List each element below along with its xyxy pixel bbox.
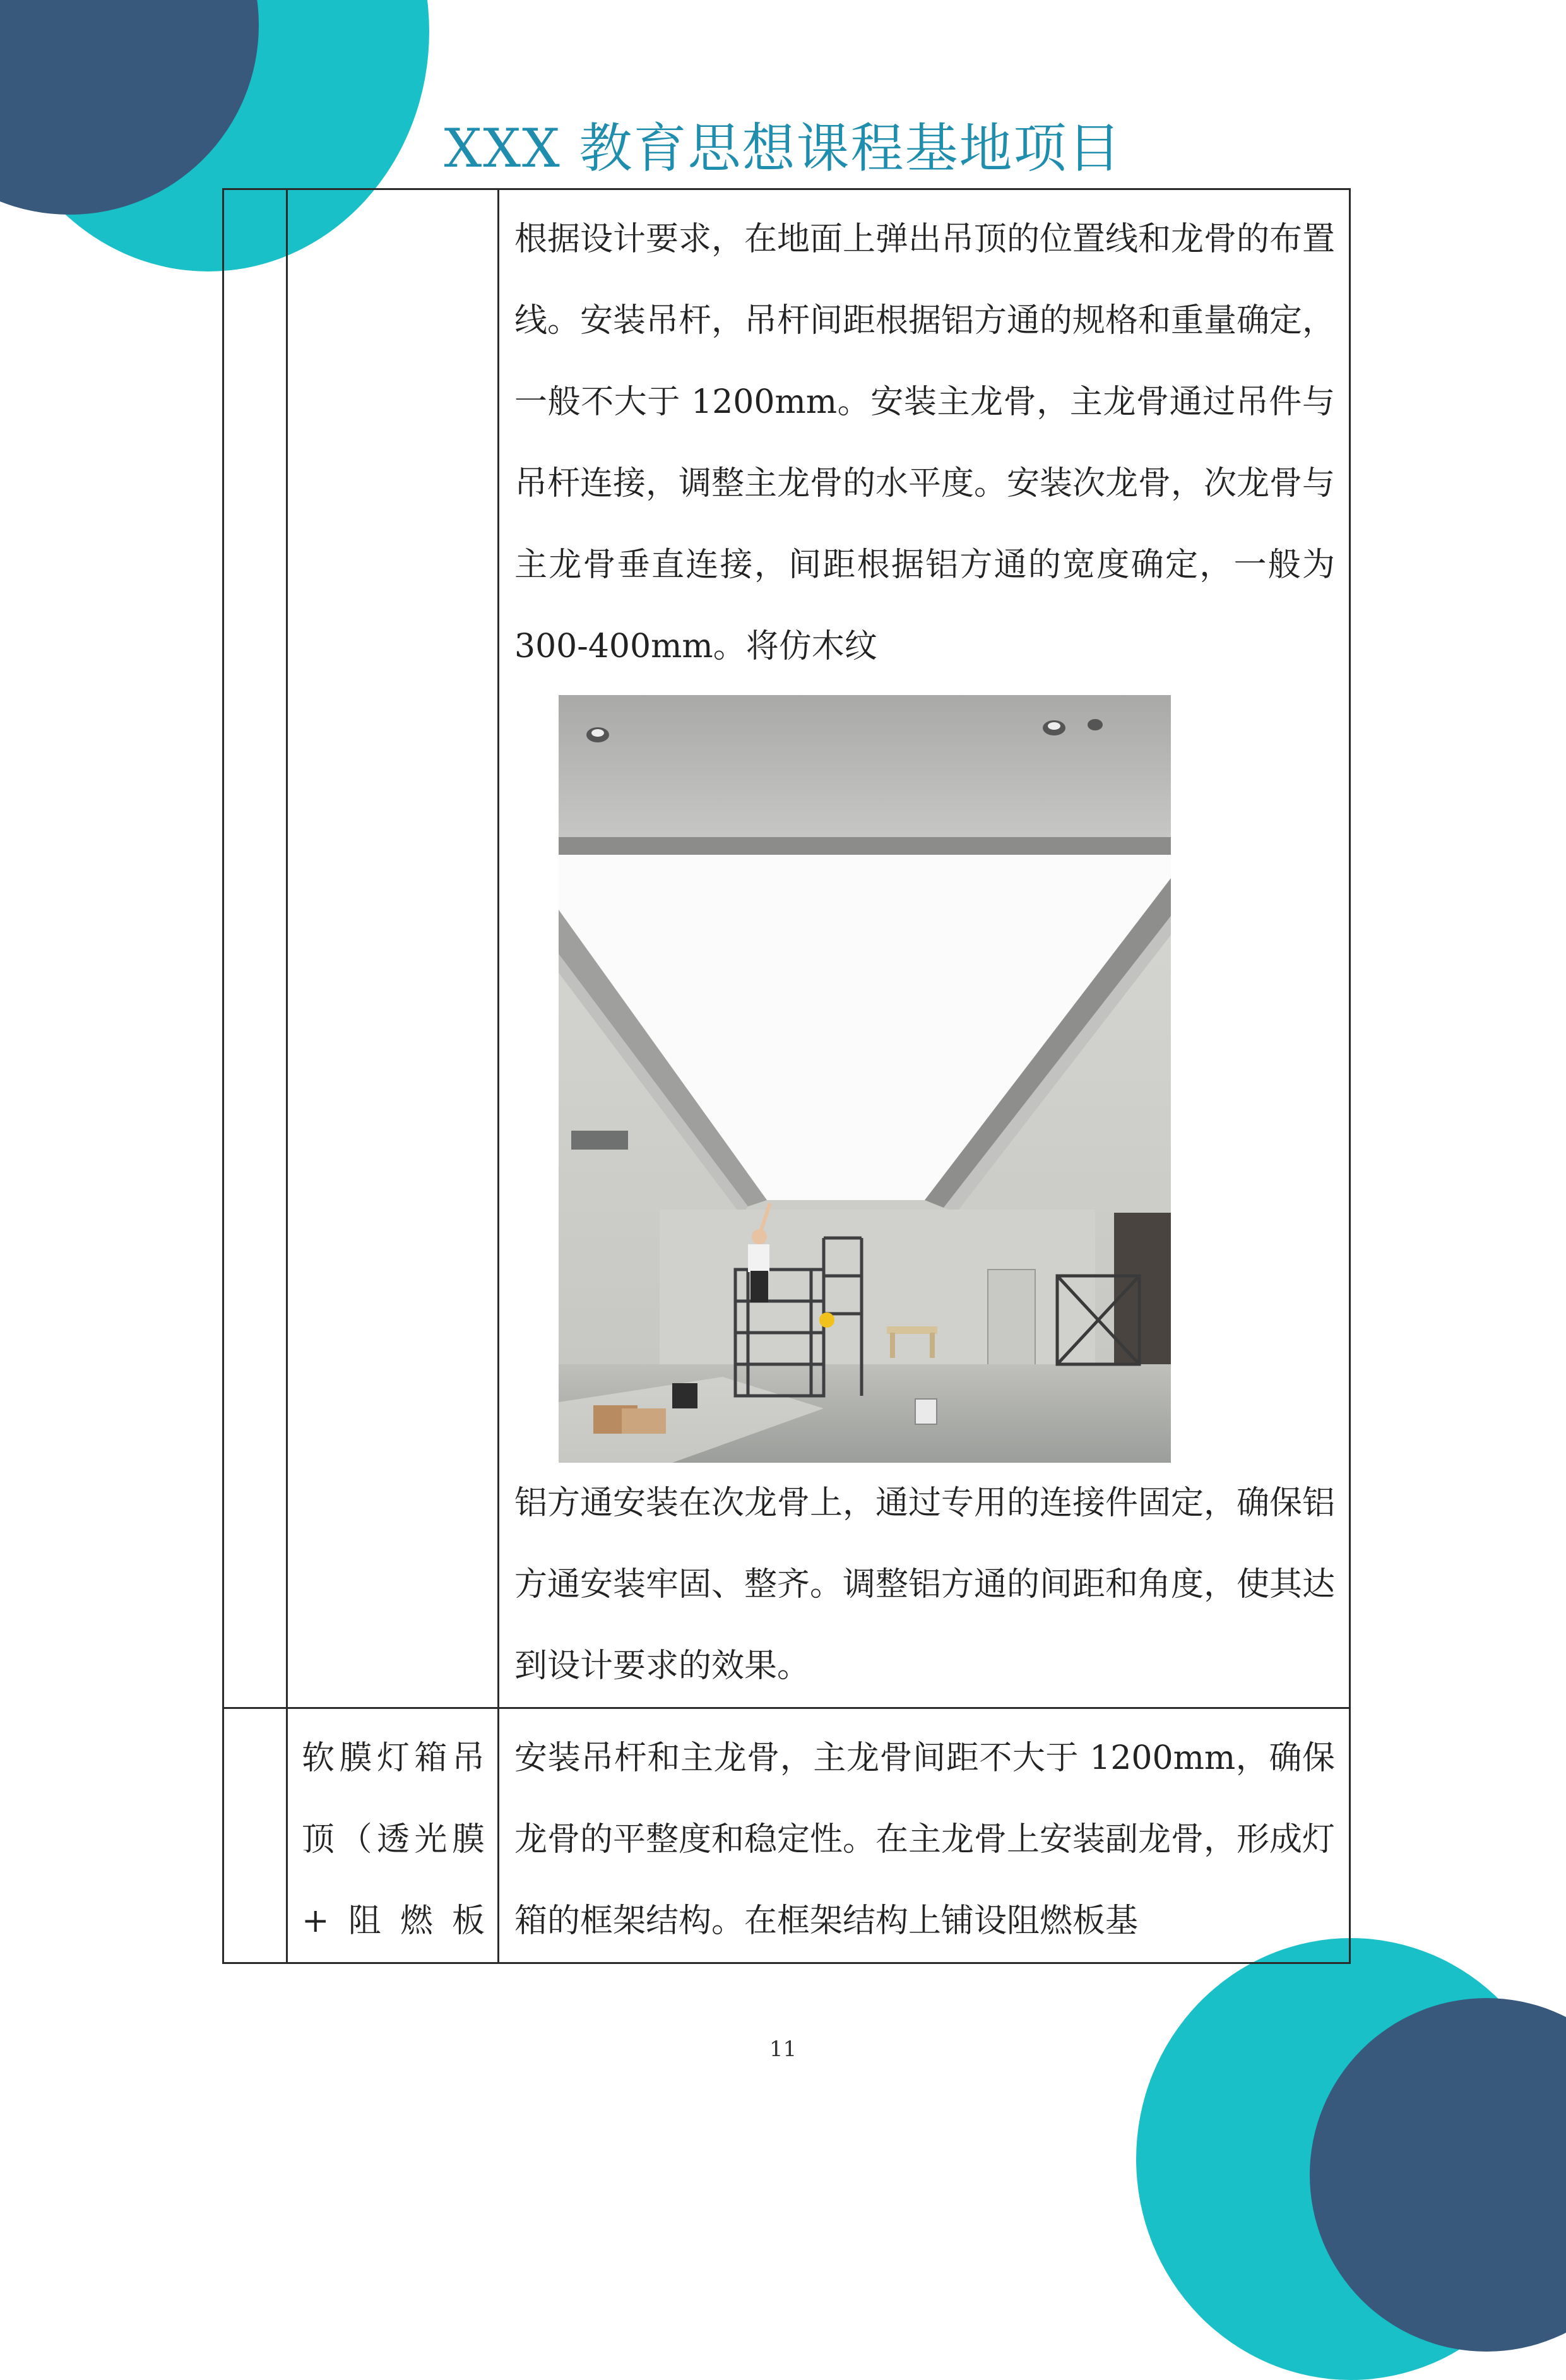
table-row [223,1708,1350,1963]
index-cell [223,189,287,1708]
item-name-label: 软膜灯箱吊顶（透光膜+阻燃板 [302,1739,485,1940]
item-name-label [288,190,497,199]
description-paragraph-continued: 铝方通安装在次龙骨上，通过专用的连接件固定，确保铝方通安装牢固、整齐。调整铝方通的间距和角度，使其达到设计要求的效果。 [514,1484,1336,1685]
description-cell [499,189,1350,1708]
description-cell [499,1708,1350,1963]
document-title: XXX 教育思想课程基地项目 [444,117,1122,179]
index-cell [223,1708,287,1963]
item-name-cell [287,1708,499,1963]
description-paragraph: 安装吊杆和主龙骨，主龙骨间距不大于 1200mm，确保龙骨的平整度和稳定性。在主龙骨上安装副龙骨，形成灯箱的框架结构。在框架结构上铺设阻燃板基 [514,1739,1336,1940]
page-number: 11 [769,2037,797,2062]
ceiling-installation-photo [559,695,1171,1463]
table-row [223,189,1350,1708]
item-name-cell [287,189,499,1708]
construction-method-table [222,188,1351,1964]
description-paragraph: 根据设计要求，在地面上弹出吊顶的位置线和龙骨的布置线。安装吊杆，吊杆间距根据铝方通的规格和重量确定，一般不大于 1200mm。安装主龙骨，主龙骨通过吊件与吊杆连接，调整主龙骨的水平度。安装次龙骨，次龙骨与主龙骨垂直连接，间距根据铝方通的宽度确定，一般为 300-400mm。将仿木纹 [514,220,1336,665]
